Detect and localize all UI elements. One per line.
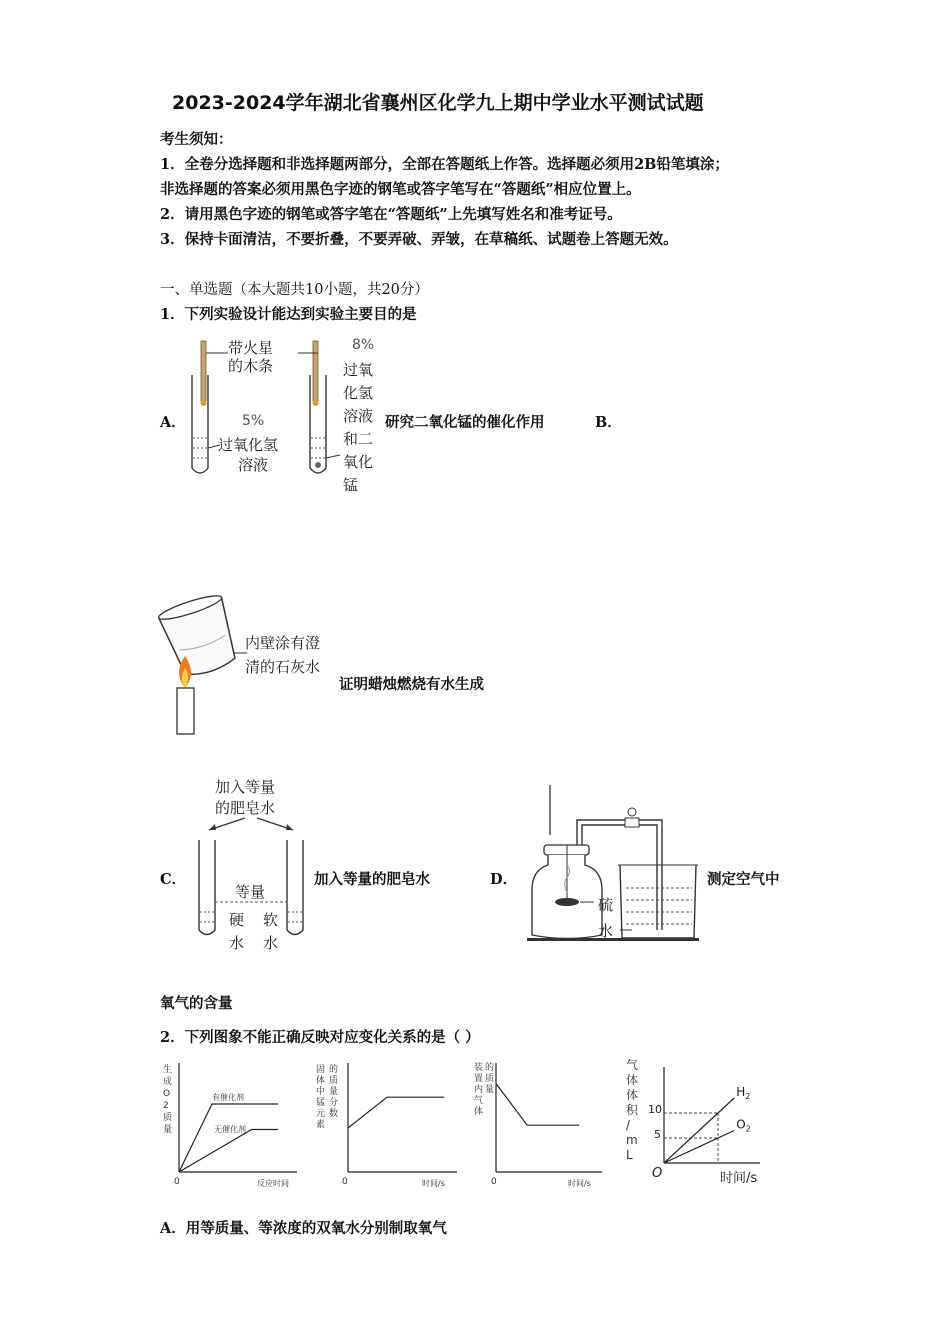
right-solution-5: 氧化: [343, 453, 374, 471]
pct-left: 5%: [242, 413, 265, 429]
ylabel-char: 数: [329, 1109, 339, 1119]
chart-4-series-o2: [664, 1131, 734, 1164]
right-solution-3: 溶液: [343, 407, 374, 425]
chart-3-ylabel: [474, 1061, 494, 1117]
chart-4-ytick-10: 10: [648, 1103, 662, 1116]
chart-1-series-label-2: 无催化剂: [214, 1125, 246, 1134]
ylabel-char: 积: [626, 1103, 639, 1117]
page-title: 2023-2024学年湖北省襄州区化学九上期中学业水平测试试题: [172, 92, 704, 114]
soft-water-1: 软: [263, 911, 279, 929]
ylabel-char: 量: [329, 1087, 339, 1097]
option-b-letter: B．: [595, 414, 622, 431]
chart-2-xlabel: 时间/s: [422, 1179, 445, 1188]
notice-line-1b: 非选择题的答案必须用黑色字迹的钢笔或答字笔写在“答题纸”相应位置上。: [160, 181, 641, 198]
ylabel-char: 体: [316, 1076, 326, 1086]
chart-1-series-label-1: 有催化剂: [212, 1093, 244, 1102]
chart-2-ylabel: [316, 1063, 338, 1130]
ylabel-char: 的: [329, 1065, 339, 1075]
option-c-letter: C．: [160, 871, 187, 888]
notice-line-3: 3．保持卡面清洁，不要折叠，不要弄破、弄皱，在草稿纸、试题卷上答题无效。: [160, 231, 678, 248]
splint-label-2: 的木条: [228, 357, 274, 375]
ylabel-char: 质: [163, 1113, 173, 1123]
ylabel-char: 的: [485, 1063, 495, 1073]
chart-2-origin: 0: [342, 1177, 348, 1187]
option-d-text-2: 氧气的含量: [160, 995, 233, 1012]
question-1-stem: 1．下列实验设计能达到实验主要目的是: [160, 306, 417, 323]
ylabel-char: 体: [474, 1107, 484, 1117]
ylabel-char: /: [626, 1118, 631, 1132]
notice-heading: 考生须知：: [160, 131, 233, 148]
chart-4-xlabel: 时间/s: [720, 1171, 758, 1186]
question-2-stem: 2．下列图象不能正确反映对应变化关系的是（ ）: [160, 1029, 480, 1046]
chart-2: [314, 1058, 459, 1193]
pct-right: 8%: [352, 337, 375, 353]
beaker-label-2: 清的石灰水: [245, 658, 321, 676]
notice-line-1: 1．全卷分选择题和非选择题两部分，全部在答题纸上作答。选择题必须用2B铅笔填涂；: [160, 156, 729, 173]
chart-4: [620, 1055, 770, 1190]
notice-line-2: 2．请用黑色字迹的钢笔或答字笔在“答题纸”上先填写姓名和准考证号。: [160, 206, 622, 223]
soap-label-1: 加入等量: [215, 778, 276, 796]
chart-1-origin: 0: [174, 1177, 180, 1187]
chart-4-label-h2: $H_2$: [736, 1085, 751, 1101]
soft-water-2: 水: [263, 934, 279, 952]
ylabel-char: 装: [474, 1063, 484, 1073]
chart-4-origin: O: [652, 1166, 663, 1181]
question-2-option-a: A．用等质量、等浓度的双氧水分别制取氧气: [160, 1220, 447, 1237]
ylabel-char: 2: [163, 1101, 169, 1111]
ylabel-char: 置: [474, 1074, 484, 1084]
left-solution-1: 过氧化氢: [218, 436, 279, 454]
chart-4-series-h2: [664, 1098, 734, 1163]
ylabel-char: 质: [485, 1074, 495, 1084]
ylabel-char: 量: [485, 1085, 495, 1095]
ylabel-char: L: [626, 1148, 633, 1162]
chart-4-ylabel: [626, 1057, 639, 1162]
left-solution-2: 溶液: [238, 456, 269, 474]
water-label: 水: [598, 922, 614, 940]
right-solution-1: 过氧: [343, 361, 374, 379]
ylabel-char: 元: [316, 1109, 326, 1119]
ylabel-char: O: [163, 1089, 171, 1099]
option-c-figure: [187, 772, 317, 957]
chart-2-series: [348, 1097, 444, 1128]
ylabel-char: 气: [474, 1096, 484, 1106]
ylabel-char: 气: [626, 1058, 639, 1072]
option-d-text: 测定空气中: [707, 871, 780, 888]
chart-3-series: [496, 1084, 579, 1126]
option-a-figure: [180, 333, 380, 503]
beaker-label-1: 内壁涂有澄: [245, 634, 321, 652]
right-solution-4: 和二: [343, 430, 374, 448]
section-heading: 一、单选题（本大题共10小题，共20分）: [160, 282, 429, 298]
chart-4-label-o2: $O_2$: [736, 1117, 751, 1134]
ylabel-char: 量: [163, 1125, 173, 1135]
chart-3: [472, 1058, 607, 1193]
sulfur-label: 硫: [598, 896, 614, 914]
hard-water-1: 硬: [229, 911, 245, 929]
hard-water-2: 水: [229, 934, 245, 952]
chart-1-xlabel: 反应时间: [257, 1179, 289, 1188]
ylabel-char: 成: [163, 1077, 173, 1087]
chart-3-xlabel: 时间/s: [568, 1179, 591, 1188]
option-c-text: 加入等量的肥皂水: [314, 871, 430, 888]
option-b-text: 证明蜡烛燃烧有水生成: [339, 676, 484, 693]
chart-3-origin: 0: [491, 1177, 497, 1187]
splint-label: 带火星: [228, 339, 274, 357]
option-d-letter: D．: [490, 871, 518, 888]
right-solution-6: 锰: [343, 476, 359, 494]
ylabel-char: m: [626, 1133, 638, 1147]
ylabel-char: 体: [626, 1088, 639, 1102]
ylabel-char: 生: [163, 1065, 173, 1075]
soap-label-2: 的肥皂水: [215, 799, 276, 817]
chart-1-ylabel: [163, 1063, 172, 1135]
option-b-figure: [155, 598, 345, 738]
right-solution-2: 化氢: [343, 384, 374, 402]
ylabel-char: 锰: [316, 1098, 326, 1108]
ylabel-char: 质: [329, 1076, 339, 1086]
option-d-figure: [522, 780, 707, 945]
ylabel-char: 固: [316, 1065, 326, 1075]
chart-4-ytick-5: 5: [654, 1128, 661, 1141]
chart-1-series-with-catalyst: [179, 1104, 278, 1172]
chart-1: [162, 1058, 302, 1193]
ylabel-char: 内: [474, 1085, 484, 1095]
ylabel-char: 体: [626, 1073, 639, 1087]
ylabel-char: 中: [316, 1087, 326, 1097]
equal-label: 等量: [235, 883, 266, 901]
option-a-letter: A．: [160, 414, 186, 431]
chart-1-series-no-catalyst: [179, 1130, 278, 1173]
ylabel-char: 素: [316, 1120, 326, 1130]
option-a-text: 研究二氧化锰的催化作用: [385, 414, 545, 431]
ylabel-char: 分: [329, 1098, 339, 1108]
